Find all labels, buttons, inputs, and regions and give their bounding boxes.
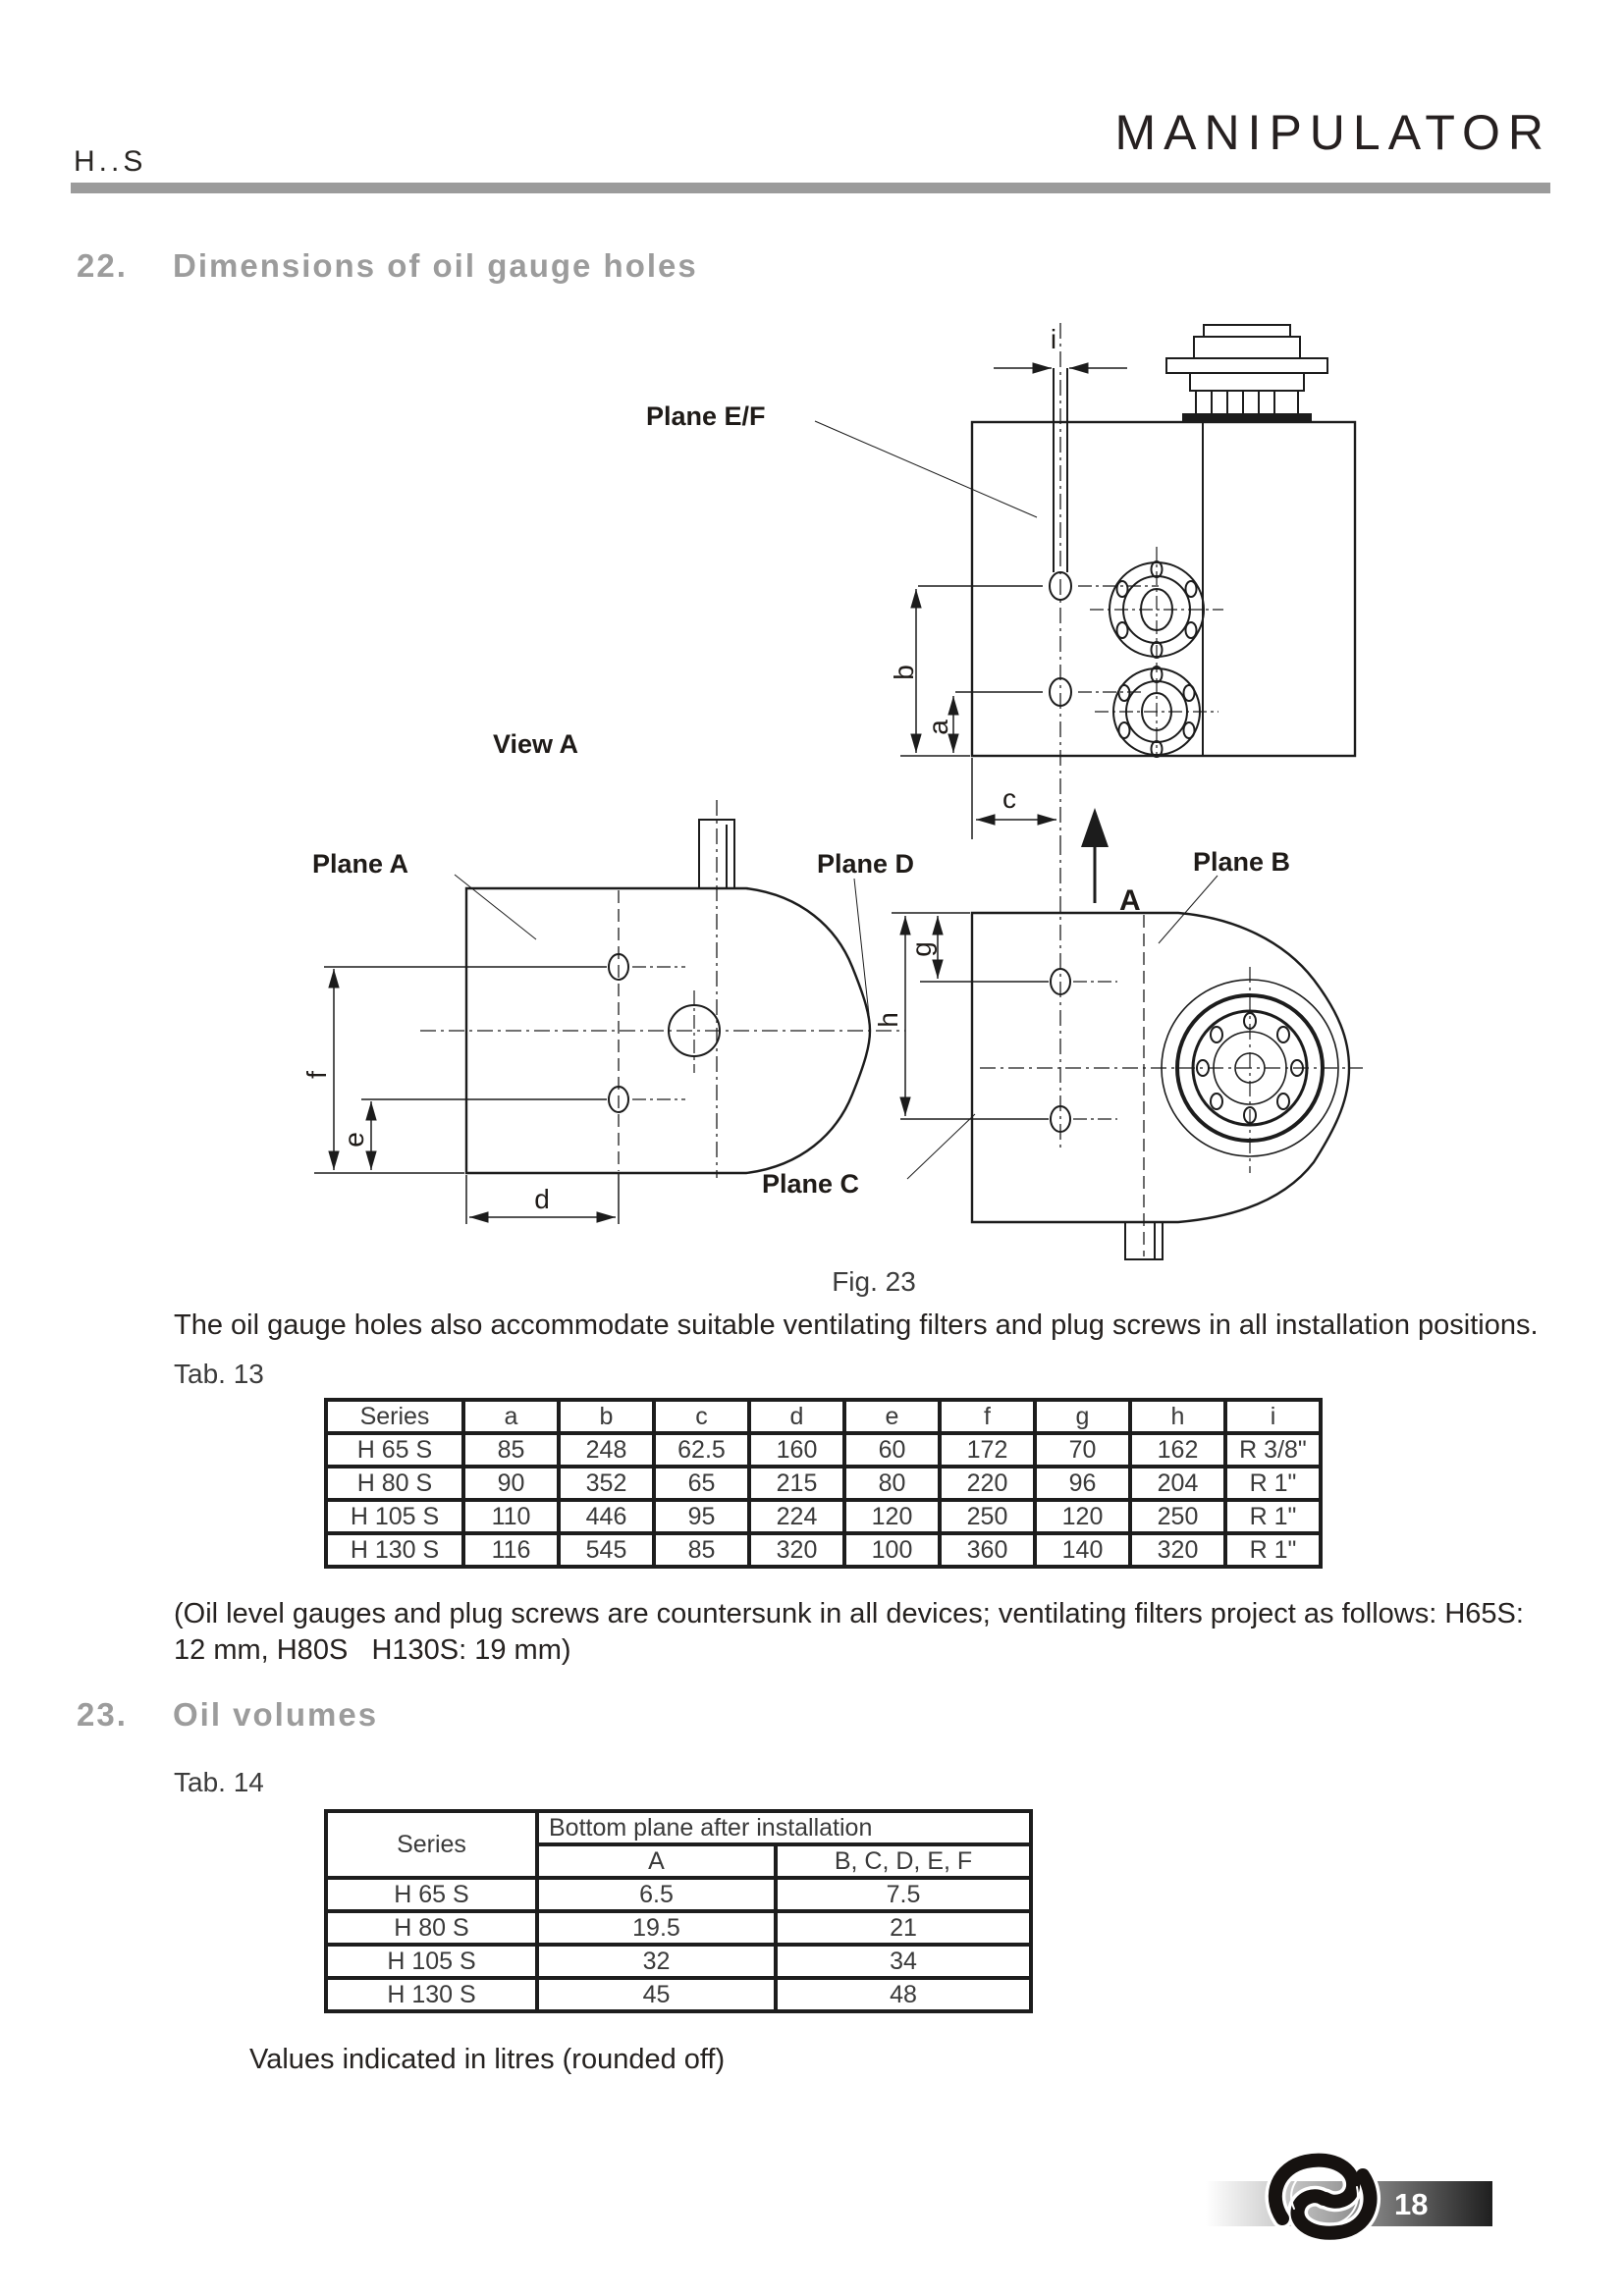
label-plane-a: Plane A bbox=[312, 849, 409, 879]
dim-a: a bbox=[923, 720, 953, 735]
cell: 220 bbox=[940, 1467, 1035, 1500]
cell: 65 bbox=[654, 1467, 749, 1500]
cell: 215 bbox=[749, 1467, 844, 1500]
cell: 100 bbox=[844, 1533, 940, 1567]
tab14-table bbox=[324, 1809, 1033, 2013]
table-row bbox=[326, 1433, 1321, 1467]
col-header-group: Bottom plane after installation bbox=[537, 1811, 1031, 1844]
cell: 34 bbox=[776, 1945, 1031, 1978]
cell: 446 bbox=[559, 1500, 654, 1533]
cell: H 65 S bbox=[326, 1878, 537, 1911]
section-22-number: 22. bbox=[77, 247, 128, 284]
cell: 320 bbox=[1130, 1533, 1225, 1567]
cell: R 1" bbox=[1225, 1533, 1321, 1567]
dim-h: h bbox=[873, 1012, 903, 1028]
view-a-drawing bbox=[314, 421, 1037, 1224]
cell: 6.5 bbox=[537, 1878, 776, 1911]
label-plane-b: Plane B bbox=[1193, 847, 1291, 877]
cell: H 80 S bbox=[326, 1467, 463, 1500]
col-header: d bbox=[749, 1400, 844, 1433]
tab14-header-row bbox=[326, 1811, 1031, 1844]
cell: 96 bbox=[1035, 1467, 1130, 1500]
section-23-number: 23. bbox=[77, 1696, 128, 1733]
cell: 160 bbox=[749, 1433, 844, 1467]
col-header: h bbox=[1130, 1400, 1225, 1433]
cell: 116 bbox=[463, 1533, 559, 1567]
section-23-heading bbox=[77, 1696, 378, 1734]
dim-f: f bbox=[301, 1071, 332, 1079]
cell: 45 bbox=[537, 1978, 776, 2011]
label-arrow-a: A bbox=[1119, 884, 1141, 917]
col-header: a bbox=[463, 1400, 559, 1433]
cell: 320 bbox=[749, 1533, 844, 1567]
brand-title: MANIPULATOR bbox=[1114, 105, 1551, 160]
cell: 21 bbox=[776, 1911, 1031, 1945]
tab14-label: Tab. 14 bbox=[174, 1767, 264, 1797]
intro-paragraph: The oil gauge holes also accommodate suitable ventilating filters and plug screws in all installation positions. bbox=[174, 1309, 1539, 1341]
cell: 250 bbox=[1130, 1500, 1225, 1533]
cell: 48 bbox=[776, 1978, 1031, 2011]
col-header: b bbox=[559, 1400, 654, 1433]
cell: 80 bbox=[844, 1467, 940, 1500]
col-header: g bbox=[1035, 1400, 1130, 1433]
col-header: Series bbox=[326, 1400, 463, 1433]
col-subheader: B, C, D, E, F bbox=[776, 1844, 1031, 1878]
header-rule bbox=[71, 183, 1550, 193]
table-row bbox=[326, 1945, 1031, 1978]
cell: 352 bbox=[559, 1467, 654, 1500]
dim-i: i bbox=[1050, 324, 1057, 354]
col-header: i bbox=[1225, 1400, 1321, 1433]
table-row bbox=[326, 1467, 1321, 1500]
cell: H 130 S bbox=[326, 1533, 463, 1567]
section-23-title: Oil volumes bbox=[173, 1696, 379, 1733]
table-row bbox=[326, 1878, 1031, 1911]
cell: H 105 S bbox=[326, 1500, 463, 1533]
cell: 62.5 bbox=[654, 1433, 749, 1467]
cell: 85 bbox=[463, 1433, 559, 1467]
cell: 162 bbox=[1130, 1433, 1225, 1467]
cell: 140 bbox=[1035, 1533, 1130, 1567]
tab13-table bbox=[324, 1398, 1323, 1569]
cell: 60 bbox=[844, 1433, 940, 1467]
flange-lower bbox=[1095, 667, 1218, 757]
label-plane-ef: Plane E/F bbox=[646, 401, 766, 431]
table-row bbox=[326, 1533, 1321, 1567]
cell: H 130 S bbox=[326, 1978, 537, 2011]
dim-d: d bbox=[534, 1184, 550, 1214]
cell: 19.5 bbox=[537, 1911, 776, 1945]
page-number: 18 bbox=[1394, 2187, 1429, 2221]
label-plane-d: Plane D bbox=[817, 849, 915, 879]
cell: 70 bbox=[1035, 1433, 1130, 1467]
model-code: H..S bbox=[74, 145, 147, 178]
cell: 120 bbox=[1035, 1500, 1130, 1533]
cell: H 80 S bbox=[326, 1911, 537, 1945]
countersunk-note: (Oil level gauges and plug screws are countersunk in all devices; ventilating filters project as follows: H65S: 12 mm, H80S H130S: 19 mm) bbox=[174, 1598, 1524, 1666]
cell: 172 bbox=[940, 1433, 1035, 1467]
col-subheader: A bbox=[537, 1844, 776, 1878]
output-flange bbox=[1162, 967, 1338, 1173]
cell: 7.5 bbox=[776, 1878, 1031, 1911]
cell: R 3/8" bbox=[1225, 1433, 1321, 1467]
cell: 32 bbox=[537, 1945, 776, 1978]
label-plane-c: Plane C bbox=[762, 1169, 860, 1199]
table-row bbox=[326, 1978, 1031, 2011]
cell: 224 bbox=[749, 1500, 844, 1533]
label-view-a: View A bbox=[493, 729, 579, 759]
cell: 204 bbox=[1130, 1467, 1225, 1500]
brand-logo-icon bbox=[1265, 2148, 1387, 2246]
col-header: e bbox=[844, 1400, 940, 1433]
cell: 90 bbox=[463, 1467, 559, 1500]
cell: 110 bbox=[463, 1500, 559, 1533]
col-header: c bbox=[654, 1400, 749, 1433]
dim-g: g bbox=[906, 941, 937, 957]
cell: 85 bbox=[654, 1533, 749, 1567]
cell: 545 bbox=[559, 1533, 654, 1567]
cell: 120 bbox=[844, 1500, 940, 1533]
col-header: f bbox=[940, 1400, 1035, 1433]
table-row bbox=[326, 1500, 1321, 1533]
section-22-heading bbox=[77, 247, 698, 285]
top-view-drawing bbox=[900, 323, 1355, 903]
cell: H 65 S bbox=[326, 1433, 463, 1467]
cell: 95 bbox=[654, 1500, 749, 1533]
ventilating-filter-icon bbox=[1166, 325, 1327, 422]
cell: R 1" bbox=[1225, 1467, 1321, 1500]
cell: H 105 S bbox=[326, 1945, 537, 1978]
cell: 250 bbox=[940, 1500, 1035, 1533]
cell: 360 bbox=[940, 1533, 1035, 1567]
col-header-series: Series bbox=[326, 1811, 537, 1878]
tab13-label: Tab. 13 bbox=[174, 1359, 264, 1389]
tab13-header-row bbox=[326, 1400, 1321, 1433]
litres-note: Values indicated in litres (rounded off) bbox=[249, 2044, 726, 2075]
table-row bbox=[326, 1911, 1031, 1945]
figure-caption: Fig. 23 bbox=[832, 1266, 916, 1297]
section-arrow-a bbox=[1081, 808, 1109, 903]
dim-b: b bbox=[889, 665, 919, 680]
cell: 248 bbox=[559, 1433, 654, 1467]
section-22-title: Dimensions of oil gauge holes bbox=[173, 247, 698, 284]
cell: R 1" bbox=[1225, 1500, 1321, 1533]
dim-c: c bbox=[1002, 783, 1016, 814]
figure-23-drawing bbox=[177, 290, 1571, 1261]
dim-e: e bbox=[339, 1132, 369, 1148]
